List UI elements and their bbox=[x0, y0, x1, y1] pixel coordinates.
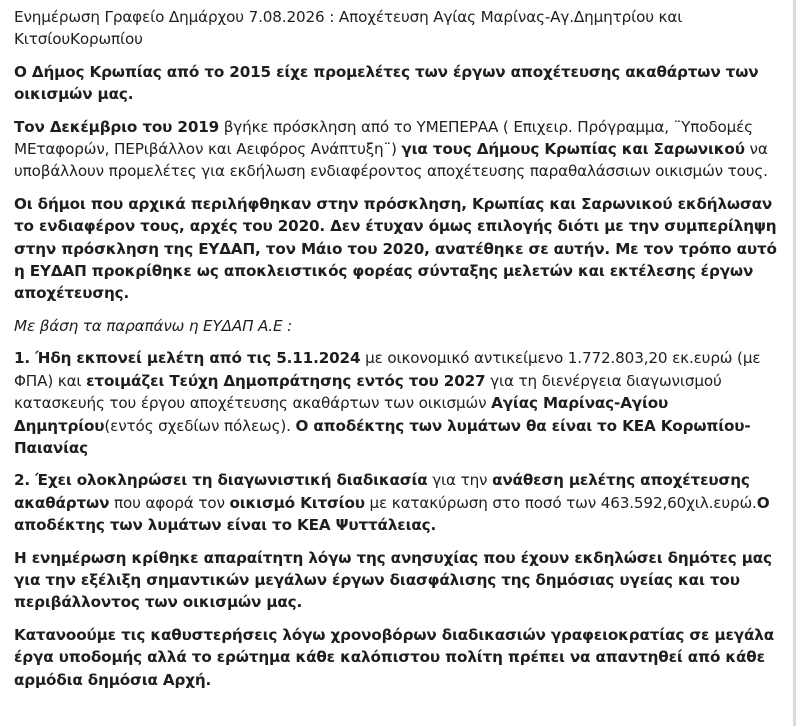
closing-question: το ερώτημα κάθε καλόπιστου πολίτη πρέπει να απαντηθεί από κάθε αρμόδια δημόσια Αρχή. bbox=[14, 648, 765, 689]
item-1-lead: 1. Ήδη εκπονεί μελέτη από τις 5.11.2024 bbox=[14, 349, 361, 368]
paragraph-closing bbox=[14, 624, 785, 691]
item-1-budget: με οικονομικό αντικείμενο 1.772.803,20 εκ.ευρώ (με ΦΠΑ) και bbox=[14, 349, 761, 390]
post-title: Ενημέρωση Γραφείο Δημάρχου 7.08.2026 : Αποχέτευση Αγίας Μαρίνας-Αγ.Δημητρίου και ΚιτσίουΚορωπίου bbox=[14, 8, 683, 49]
paragraph-intro: Ο Δήμος Κρωπίας από το 2015 είχε προμελέτες των έργων αποχέτευσης ακαθάρτων των οικισμών μας. bbox=[14, 62, 759, 104]
paragraph-item-2 bbox=[14, 469, 785, 536]
item-2-lead: 2. Έχει ολοκληρώσει τη διαγωνιστική διαδικασία bbox=[14, 471, 428, 490]
post-body bbox=[14, 0, 796, 726]
item-1-text: για τη διενέργεια διαγωνισμού κατασκευής του έργου αποχέτευσης ακαθάρτων των οικισμών bbox=[14, 371, 722, 413]
closing-text: Κατανοούμε τις καθυστερήσεις λόγω χρονοβόρων διαδικασιών γραφειοκρατίας σε μεγάλα έργα υποδομής αλλά bbox=[14, 625, 775, 667]
item-1-note: (εντός σχεδίων πόλεως). bbox=[104, 416, 296, 435]
item-1-tender: ετοιμάζει Τεύχη Δημοπράτησης εντός του 2027 bbox=[86, 371, 486, 390]
paragraph-eydap: Οι δήμοι που αρχικά περιλήφθηκαν στην πρόσκληση, Κρωπίας και Σαρωνικού εκδήλωσαν το ενδιαφέρον τους, αρχές του 2020. Δεν έτυχαν όμως επιλογής διότι με την συμπερίληψη στην πρόσκληση της ΕΥΔΑΠ, τον Μάιο του 2020, ανατέθηκε σε αυτήν. Με τον τρόπο αυτό η ΕΥΔΑΠ προκρίθηκε ως αποκλειστικός φορέας σύνταξης μελετών και εκτέλεσης έργων αποχέτευσης. bbox=[14, 194, 777, 303]
item-2-text: για την bbox=[427, 471, 493, 490]
item-2-study: ανάθεση μελέτης αποχέτευσης ακαθάρτων bbox=[14, 471, 750, 512]
paragraph-concern: Η ενημέρωση κρίθηκε απαραίτητη λόγω της ανησυχίας που έχουν εκδηλώσει δημότες μας για την εξέλιξη σημαντικών μεγάλων έργων διασφάλισης της δημόσιας υγείας και του περιβάλλοντος των οικισμών μας. bbox=[14, 548, 772, 612]
paragraph-item-1 bbox=[14, 347, 785, 459]
item-1-recipient: Ο αποδέκτης των λυμάτων θα είναι το ΚΕΑ Κορωπίου-Παιανίας bbox=[14, 416, 751, 457]
invitation-municipalities: για τους Δήμους Κρωπίας και Σαρωνικού bbox=[401, 140, 745, 159]
paragraph-based-on: Με βάση τα παραπάνω η ΕΥΔΑΠ Α.Ε : bbox=[14, 316, 293, 335]
item-2-recipient: Ο αποδέκτης των λυμάτων είναι το ΚΕΑ Ψυττάλειας. bbox=[14, 493, 770, 535]
item-1-settlements: Αγίας Μαρίνας-Αγίου Δημητρίου bbox=[14, 394, 669, 435]
invitation-date: Τον Δεκέμβριο του 2019 bbox=[14, 117, 220, 136]
item-2-settlement: οικισμό Κιτσίου bbox=[229, 493, 365, 512]
item-2-concerns: που αφορά τον bbox=[109, 493, 230, 512]
invitation-rest: να υποβάλλουν προμελέτες για εκδήλωση ενδιαφέροντος αποχέτευσης παραθαλάσσιων οικισμών τους. bbox=[14, 140, 768, 181]
paragraph-invitation bbox=[14, 116, 785, 183]
invitation-text: βγήκε πρόσκληση από το ΥΜΕΠΕΡΑΑ ( Επιχειρ. Πρόγραμμα, ¨Υποδομές ΜΕταφορών, ΠΕΡιβάλλον και Αειφόρος Ανάπτυξη¨) bbox=[14, 117, 753, 159]
item-2-amount: με κατακύρωση στο ποσό των 463.592,60χιλ.ευρώ. bbox=[364, 493, 757, 512]
